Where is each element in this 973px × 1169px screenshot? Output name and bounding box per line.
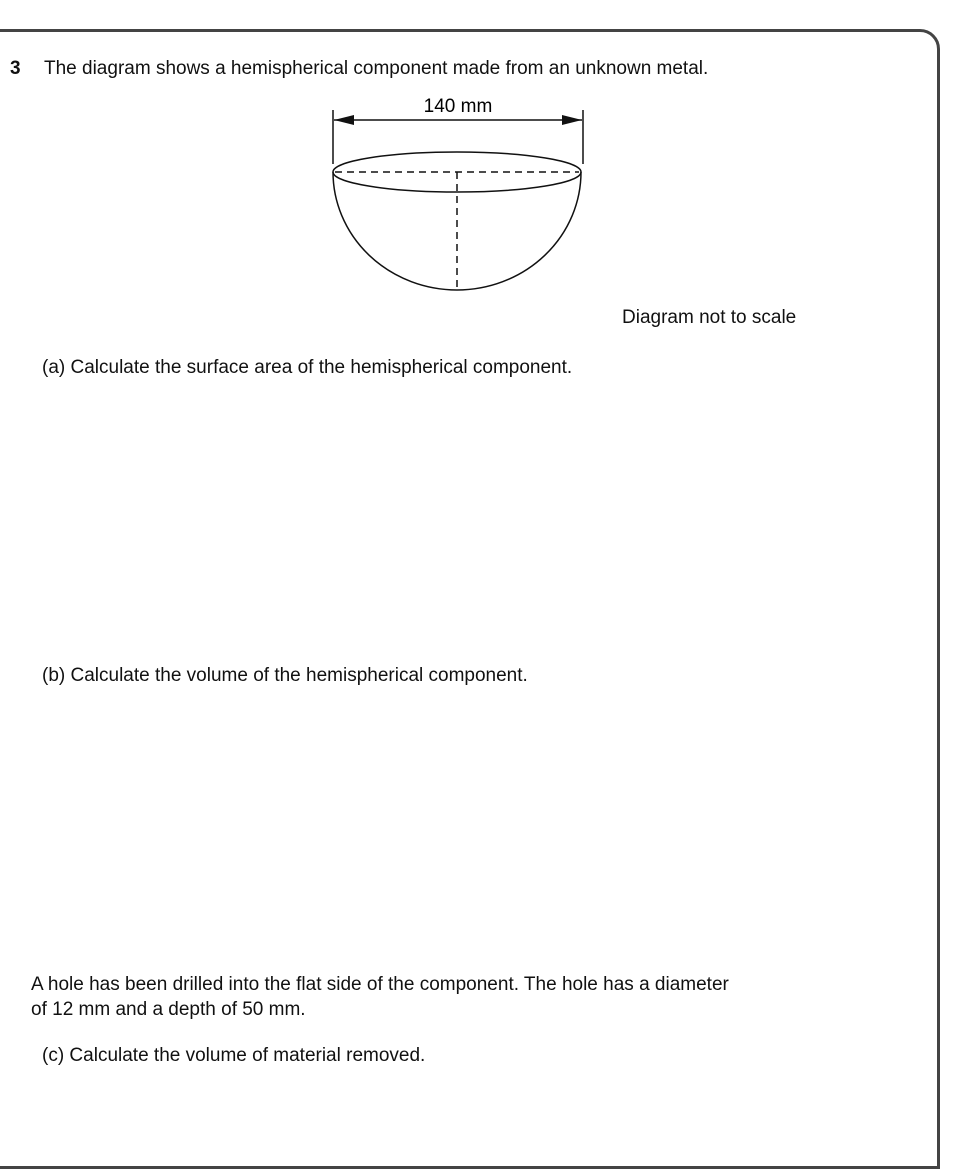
question-number: 3 (10, 58, 21, 79)
hole-description-line1: A hole has been drilled into the flat side of the component. The hole has a diameter (31, 974, 729, 995)
question-intro: The diagram shows a hemispherical component made from an unknown metal. (44, 58, 709, 79)
not-to-scale-note: Diagram not to scale (622, 307, 797, 328)
part-a: (a) Calculate the surface area of the hemispherical component. (42, 357, 573, 378)
dimension-label: 140 mm (423, 96, 493, 117)
hemisphere-diagram (320, 88, 600, 303)
part-b: (b) Calculate the volume of the hemispherical component. (42, 665, 528, 686)
right-arrowhead (562, 115, 582, 125)
left-arrowhead (334, 115, 354, 125)
part-c: (c) Calculate the volume of material removed. (42, 1045, 426, 1066)
hole-description-line2: of 12 mm and a depth of 50 mm. (31, 999, 306, 1020)
